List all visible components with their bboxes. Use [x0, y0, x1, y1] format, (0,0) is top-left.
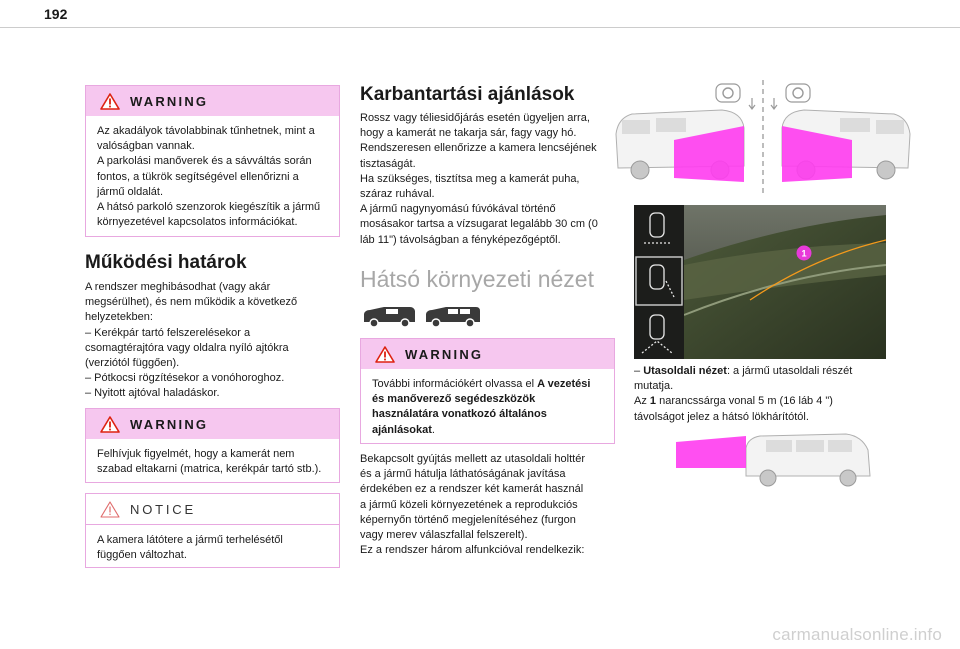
page-number: 192: [44, 6, 68, 22]
text-line: láb 11") távolságban a fényképezőgéptől.: [360, 233, 561, 246]
text-line: ajánlásokat.: [372, 423, 435, 436]
warning-title-3: WARNING: [405, 346, 484, 362]
text-line: a jármű közeli környezetének a reprodukciós: [360, 498, 578, 511]
text-line: megsérülhet), és nem működik a következő: [85, 296, 298, 309]
warning-box-1: [85, 85, 340, 237]
text-line: képernyőn történő megjelenítéséhez (furgon: [360, 513, 576, 526]
warning-box-3: [360, 338, 615, 444]
notice-title: NOTICE: [130, 501, 196, 517]
van-icons: [362, 302, 482, 330]
warning-title-2: WARNING: [130, 416, 209, 432]
text-line: vagy merev válaszfallal felszerelt).: [360, 529, 528, 542]
text-line: A jármű nagynyomású fúvókával történő: [360, 203, 556, 216]
steering-icon-left: [716, 84, 740, 102]
camera-screen: [634, 205, 886, 359]
steering-icon-right: [786, 84, 810, 102]
warning-text-2: [86, 439, 339, 485]
warning-header-3: [361, 339, 614, 369]
text-line: száraz ruhával.: [360, 188, 435, 201]
warning-header-1: [86, 86, 339, 116]
warning-text-1: [86, 116, 339, 238]
description-text: [360, 452, 620, 558]
text-line: valóságban vannak.: [97, 140, 195, 153]
text-line: – Nyitott ajtóval haladáskor.: [85, 387, 220, 400]
top-divider: [0, 27, 960, 28]
text-line: A rendszer meghibásodhat (vagy akár: [85, 281, 271, 293]
warning-triangle-icon: [100, 416, 120, 433]
text-line: Felhívjuk figyelmét, hogy a kamerát nem: [97, 448, 295, 460]
text-line: – Kerékpár tartó felszerelésekor a: [85, 326, 251, 339]
text-line: – Utasoldali nézet: a jármű utasoldali részét: [634, 365, 853, 377]
text-line: Bekapcsolt gyújtás mellett az utasoldali holttér: [360, 453, 586, 465]
side-camera-illustration: [676, 430, 876, 490]
arrow-down-icon-left: [749, 98, 755, 109]
text-line: A kamera látótere a jármű terhelésétől: [97, 534, 283, 546]
text-line: helyzetekben:: [85, 311, 153, 324]
maintenance-heading: Karbantartási ajánlások: [360, 84, 575, 105]
notice-triangle-icon: [100, 501, 120, 518]
text-line: tisztaságát.: [360, 157, 416, 170]
limits-heading: Működési határok: [85, 252, 247, 273]
van-rear-right: [782, 110, 910, 182]
text-line: környezetével kapcsolatos információkat.: [97, 216, 298, 229]
notice-text: [86, 525, 339, 571]
text-line: mutatja.: [634, 380, 674, 393]
text-line: csomagtérajtóra vagy oldalra nyíló ajtókra: [85, 341, 289, 354]
text-line: és a jármű hátulja láthatóságának javítása: [360, 468, 566, 481]
text-line: Az akadályok távolabbinak tűnhetnek, mint a: [97, 125, 315, 137]
notice-box: [85, 493, 340, 568]
camera-fov-illustration: [612, 78, 914, 196]
text-line: A parkolási manőverek és a sávváltás során: [97, 155, 312, 168]
arrow-down-icon-right: [771, 98, 777, 109]
text-line: Ez a rendszer három alfunkcióval rendelkezik:: [360, 544, 585, 557]
text-line: mosásakor tartsa a vízsugarat legalább 30 cm (0: [360, 218, 598, 231]
text-line: Rossz vagy téliesidőjárás esetén ügyeljen arra,: [360, 112, 590, 124]
van-long-icon: [426, 307, 480, 327]
van-short-icon: [364, 307, 415, 327]
text-line: Rendszeresen ellenőrizze a kamera lencséjének: [360, 142, 597, 155]
warning-triangle-icon: [375, 346, 395, 363]
warning-text-3: [361, 369, 614, 446]
passenger-view-text: [634, 364, 904, 425]
text-line: használatára vonatkozó általános: [372, 408, 547, 421]
marker-1-label: 1: [801, 248, 807, 259]
warning-title-1: WARNING: [130, 93, 209, 109]
van-rear-left: [616, 110, 744, 182]
text-line: További információkért olvassa el A vezetési: [372, 378, 591, 390]
rear-view-heading: Hátsó környezeti nézet: [360, 266, 594, 292]
text-line: hogy a kamerát ne takarja sár, fagy vagy hó.: [360, 127, 577, 140]
text-line: szabad eltakarni (matrica, kerékpár tartó stb.).: [97, 463, 322, 476]
warning-triangle-icon: [100, 93, 120, 110]
text-line: érdekében ez a rendszer két kamerát használ: [360, 483, 584, 496]
text-line: Ha szükséges, tisztítsa meg a kamerát puha,: [360, 172, 580, 185]
notice-header: [86, 494, 339, 525]
watermark: carmanualsonline.info: [772, 625, 942, 644]
text-line: függően változhat.: [97, 549, 187, 562]
text-line: A hátsó parkoló szenzorok kiegészítik a jármű: [97, 201, 321, 214]
text-line: Az 1 narancssárga vonal 5 m (16 láb 4 "): [634, 395, 833, 408]
warning-box-2: [85, 408, 340, 483]
text-line: – Pótkocsi rögzítésekor a vonóhoroghoz.: [85, 372, 285, 385]
text-line: távolságot jelez a hátsó lökhárítótól.: [634, 410, 809, 423]
warning-header-2: [86, 409, 339, 439]
text-line: és manőverező segédeszközök: [372, 393, 536, 406]
text-line: fontos, a tükrök segítségével ellenőrizni a: [97, 170, 299, 183]
camera-view-image: [634, 205, 886, 359]
maintenance-text: [360, 111, 620, 248]
limits-text: [85, 280, 345, 402]
text-line: (verziótól függően).: [85, 357, 180, 370]
text-line: jármű oldalát.: [97, 185, 164, 198]
